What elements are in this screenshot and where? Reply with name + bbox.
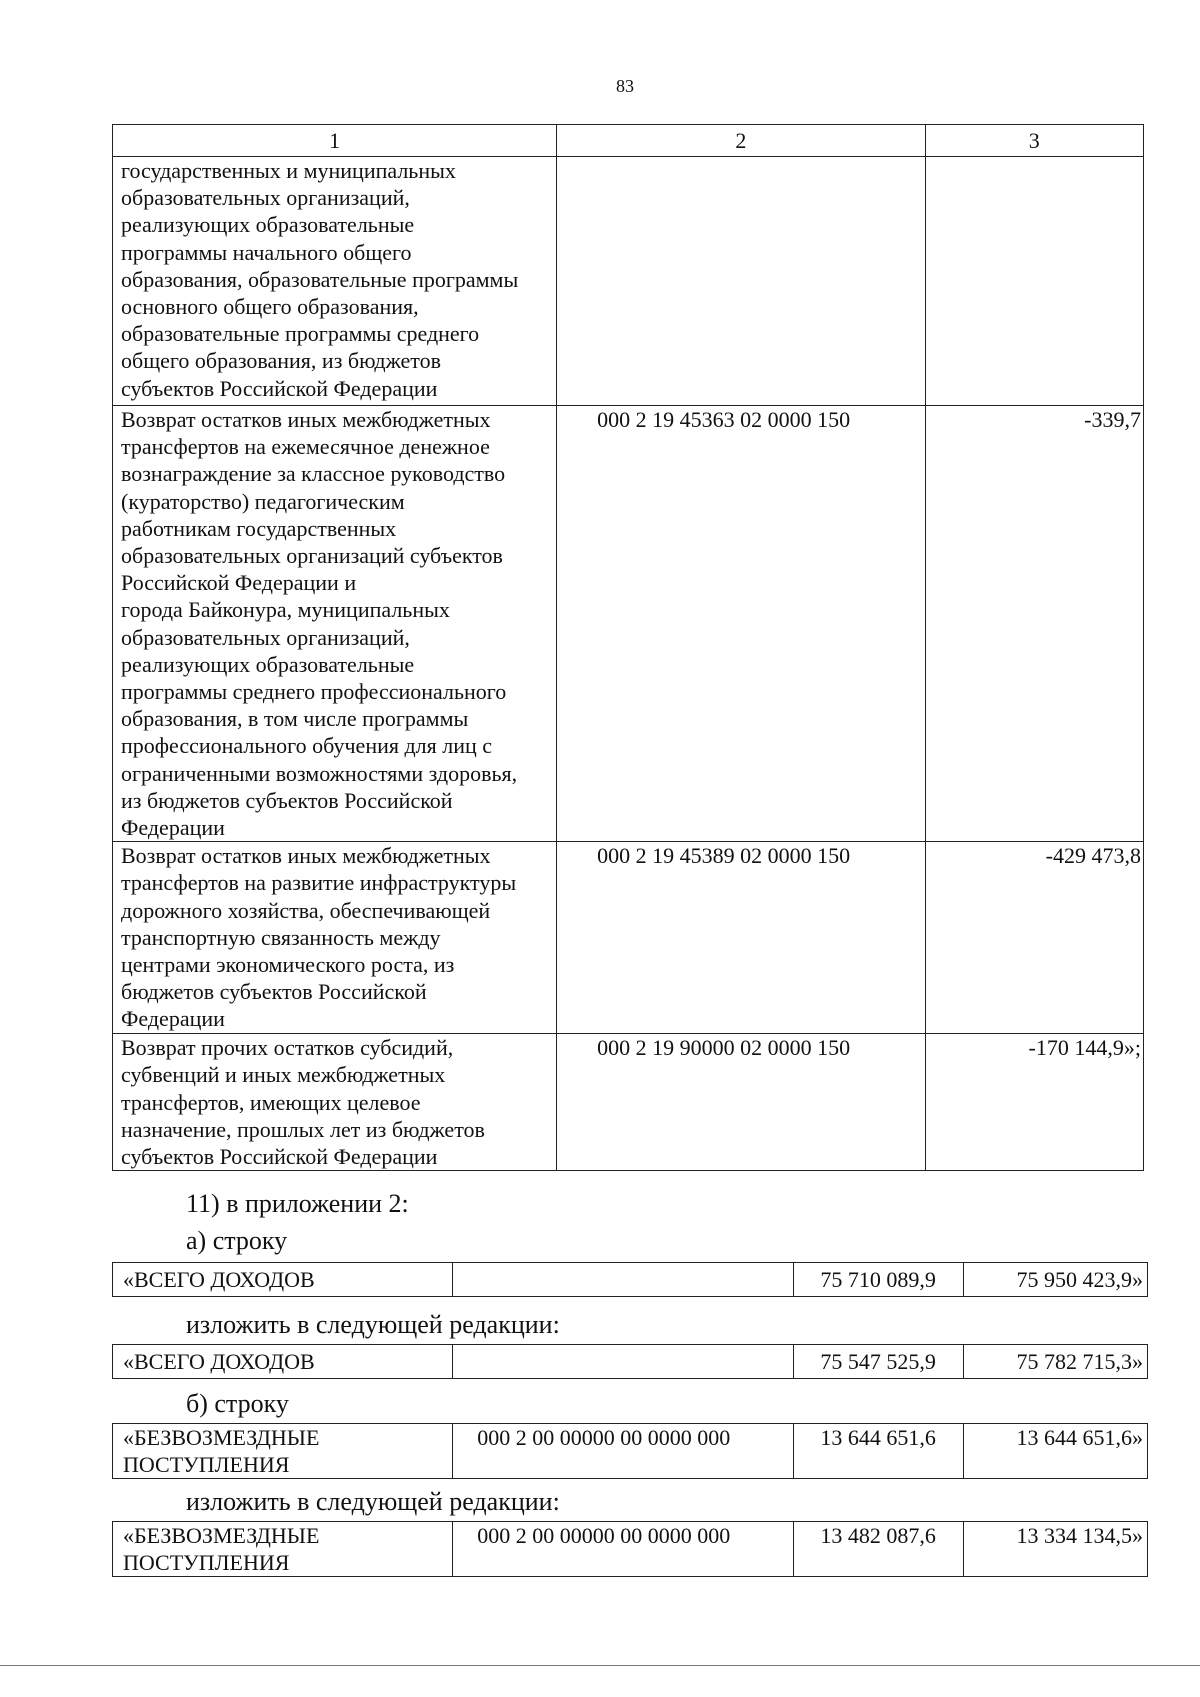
table-row	[113, 1034, 1144, 1171]
column-header-2: 2	[557, 125, 925, 157]
row-value-cell: -170 144,9»;	[925, 1034, 1143, 1171]
row-name: «ВСЕГО ДОХОДОВ	[113, 1263, 453, 1297]
row-name-line-1: «БЕЗВОЗМЕЗДНЫЕ	[123, 1425, 320, 1450]
row-name: государственных и муниципальных образовательных организаций, реализующих образовательные программы начального общего образования, образовательные программы основного общего образования, образовательные программы среднего общего образования, из бюджетов субъектов Российской Федерации	[121, 158, 519, 401]
total-income-old-table	[112, 1262, 1148, 1297]
row-name-cell	[113, 1034, 557, 1171]
row-value-cell	[925, 157, 1143, 406]
row-code	[453, 1263, 793, 1297]
row-value-1: 13 644 651,6	[793, 1424, 963, 1479]
row-value-2: 75 782 715,3»	[963, 1345, 1147, 1379]
table-row	[113, 1424, 1148, 1479]
table-row	[113, 406, 1144, 842]
row-code: 000 2 00 00000 00 0000 000	[453, 1424, 793, 1479]
row-code	[453, 1345, 793, 1379]
revenue-table	[112, 124, 1144, 1171]
free-receipts-old-table	[112, 1423, 1148, 1479]
row-value-1: 75 547 525,9	[793, 1345, 963, 1379]
row-name-line-2: ПОСТУПЛЕНИЯ	[123, 1452, 290, 1477]
row-code-cell: 000 2 19 45389 02 0000 150	[557, 842, 925, 1034]
column-header-1: 1	[113, 125, 557, 157]
column-header-3: 3	[925, 125, 1143, 157]
paragraph-subitem-a: а) строку	[186, 1226, 288, 1255]
row-name: Возврат остатков иных межбюджетных трансфертов на ежемесячное денежное вознаграждение за классное руководство (кураторство) педагогическим работникам государственных образовательных организаций субъектов Российской Федерации и города Байконура, муниципальных образовательных организаций, реализующих образовательные программы среднего профессионального образования, в том числе программы профессионального обучения для лиц с ограниченными возможностями здоровья, из бюджетов субъектов Российской Федерации	[121, 407, 518, 841]
row-name	[113, 1424, 453, 1479]
row-code-cell: 000 2 19 45363 02 0000 150	[557, 406, 925, 842]
table-row	[113, 1522, 1148, 1577]
free-receipts-new-table	[112, 1521, 1148, 1577]
total-income-new-table	[112, 1344, 1148, 1379]
paragraph-new-wording-1: изложить в следующей редакции:	[186, 1310, 560, 1339]
row-value-2: 13 334 134,5»	[963, 1522, 1147, 1577]
row-value-1: 75 710 089,9	[793, 1263, 963, 1297]
row-code-cell	[557, 157, 925, 406]
row-name-cell	[113, 406, 557, 842]
row-name-line-2: ПОСТУПЛЕНИЯ	[123, 1550, 290, 1575]
table-row	[113, 842, 1144, 1034]
table-row	[113, 1263, 1148, 1297]
row-value-cell: -339,7	[925, 406, 1143, 842]
row-name-line-1: «БЕЗВОЗМЕЗДНЫЕ	[123, 1523, 320, 1548]
table-header-row	[113, 125, 1144, 157]
row-value-1: 13 482 087,6	[793, 1522, 963, 1577]
row-value-2: 75 950 423,9»	[963, 1263, 1147, 1297]
paragraph-subitem-b: б) строку	[186, 1389, 289, 1418]
paragraph-item-11: 11) в приложении 2:	[186, 1189, 409, 1218]
row-name: Возврат остатков иных межбюджетных трансфертов на развитие инфраструктуры дорожного хозяйства, обеспечивающей транспортную связанность между центрами экономического роста, из бюджетов субъектов Российской Федерации	[121, 843, 517, 1032]
row-value-2: 13 644 651,6»	[963, 1424, 1147, 1479]
row-code-cell: 000 2 19 90000 02 0000 150	[557, 1034, 925, 1171]
row-name-cell	[113, 157, 557, 406]
row-name: Возврат прочих остатков субсидий, субвенций и иных межбюджетных трансфертов, имеющих целевое назначение, прошлых лет из бюджетов субъектов Российской Федерации	[121, 1035, 485, 1170]
table-row	[113, 157, 1144, 406]
row-name: «ВСЕГО ДОХОДОВ	[113, 1345, 453, 1379]
row-name	[113, 1522, 453, 1577]
row-name-cell	[113, 842, 557, 1034]
row-code: 000 2 00 00000 00 0000 000	[453, 1522, 793, 1577]
row-value-cell: -429 473,8	[925, 842, 1143, 1034]
table-row	[113, 1345, 1148, 1379]
page-number: 83	[616, 76, 634, 96]
paragraph-new-wording-2: изложить в следующей редакции:	[186, 1487, 560, 1516]
scan-edge-rule	[0, 1665, 1200, 1666]
